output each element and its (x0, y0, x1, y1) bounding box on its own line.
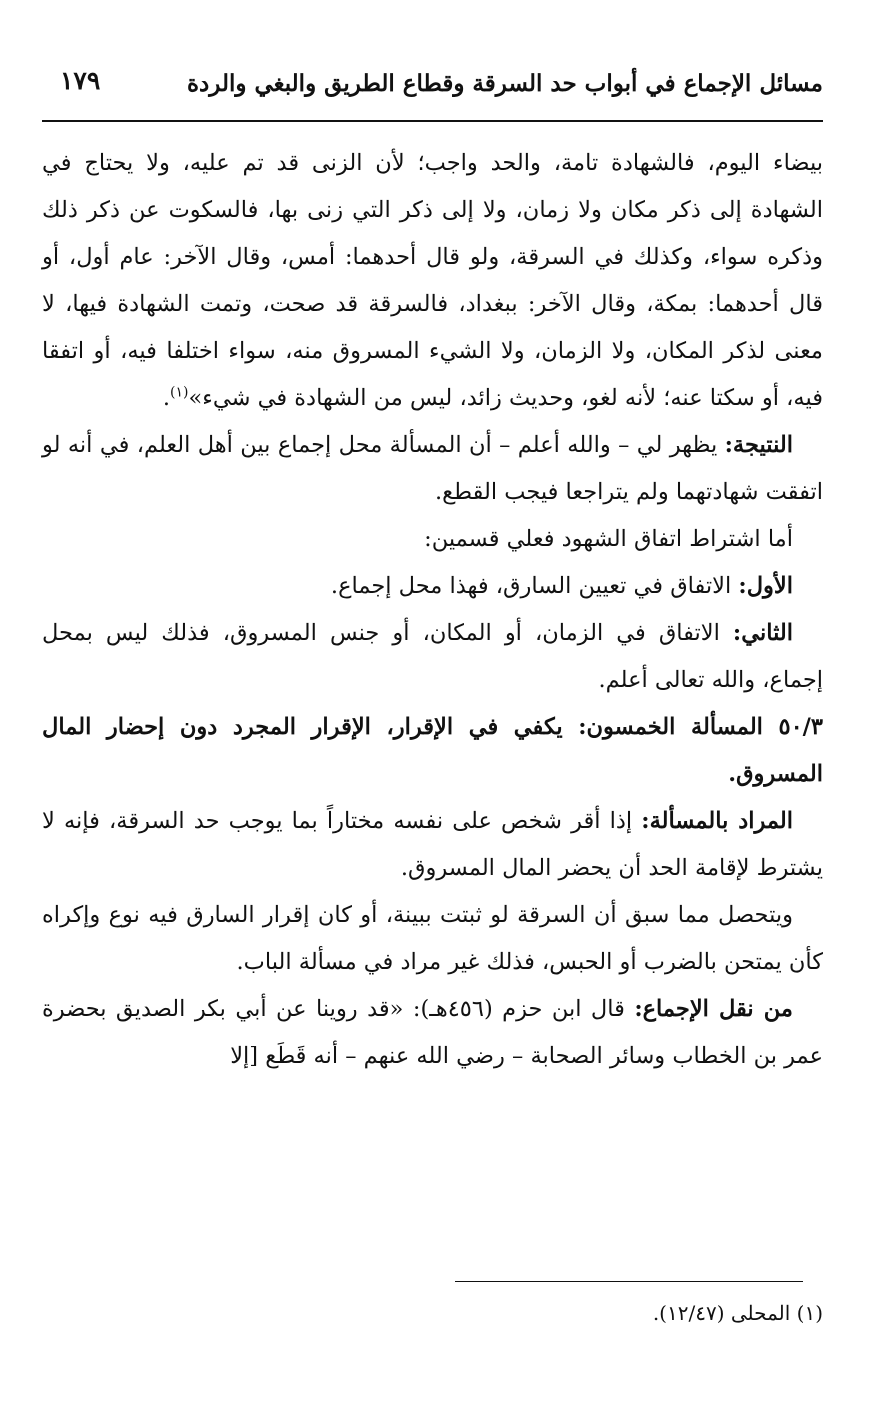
page-header (42, 62, 823, 122)
paragraph-clarification: ويتحصل مما سبق أن السرقة لو ثبتت ببينة، أو كان إقرار السارق فيه نوع وإكراه كأن يمتحن بالضرب أو الحبس، فذلك غير مراد في مسألة الباب. (42, 902, 823, 975)
section-heading: ٥٠/٣ المسألة الخمسون: يكفي في الإقرار، الإقرار المجرد دون إحضار المال المسروق. (42, 714, 823, 787)
paragraph-consensus (42, 986, 823, 1080)
first-text: الاتفاق في تعيين السارق، فهذا محل إجماع. (330, 573, 739, 599)
quote-text: بيضاء اليوم، فالشهادة تامة، والحد واجب؛ لأن الزنى قد تم عليه، ولا يحتاج في الشهادة إلى ذكر مكان ولا زمان، ولا إلى ذكر التي زنى بها، فالسكوت عن ذكر ذلك وذكره سواء، وكذلك في السرقة، ولو قال أحدهما: أمس، وقال الآخر: عام أول، أو قال أحدهما: بمكة، وقال الآخر: ببغداد، فالسرقة قد صحت، وتمت الشهادة فيها، لا معنى لذكر المكان، ولا الزمان، ولا الشيء المسروق منه، سواء اختلفا فيه، أو اتفقا فيه، أو سكتا عنه؛ لأنه لغو، وحديث زائد، ليس من الشهادة في شيء» (42, 150, 823, 411)
page-number: ١٧٩ (60, 66, 101, 95)
paragraph-quote-continuation (42, 140, 823, 422)
meaning-text: إذا أقر شخص على نفسه مختاراً بما يوجب حد السرقة، فإنه لا يشترط لإقامة الحد أن يحضر المال المسروق. (42, 808, 823, 881)
paragraph-second (42, 610, 823, 704)
body-text (42, 140, 823, 1080)
second-label: الثاني: (732, 620, 793, 646)
result-label: النتيجة: (724, 432, 793, 458)
first-label: الأول: (738, 573, 793, 599)
consensus-label: من نقل الإجماع: (634, 996, 793, 1022)
paragraph-meaning (42, 798, 823, 892)
footnote: (١) المحلى (١٢/٤٧). (652, 1301, 823, 1325)
result-text: يظهر لي – والله أعلم – أن المسألة محل إجماع بين أهل العلم، في أنه لو اتفقت شهادتهما ولم يتراجعا فيجب القطع. (42, 432, 823, 505)
second-text: الاتفاق في الزمان، أو المكان، أو جنس المسروق، فذلك ليس بمحل إجماع، والله تعالى أعلم. (42, 620, 823, 693)
footnote-divider (455, 1281, 803, 1282)
quote-end: . (162, 385, 171, 411)
paragraph-result (42, 422, 823, 516)
paragraph-first (42, 563, 823, 610)
consensus-text: قال ابن حزم (٤٥٦هـ): «قد روينا عن أبي بكر الصديق بحضرة عمر بن الخطاب وسائر الصحابة – رضي الله عنهم – أنه قَطَع [إلا (42, 996, 823, 1069)
running-title: مسائل الإجماع في أبواب حد السرقة وقطاع الطريق والبغي والردة (186, 70, 823, 97)
paragraph-conditions: أما اشتراط اتفاق الشهود فعلي قسمين: (424, 526, 793, 552)
meaning-label: المراد بالمسألة: (641, 808, 793, 834)
footnote-reference: (١) (170, 384, 189, 401)
